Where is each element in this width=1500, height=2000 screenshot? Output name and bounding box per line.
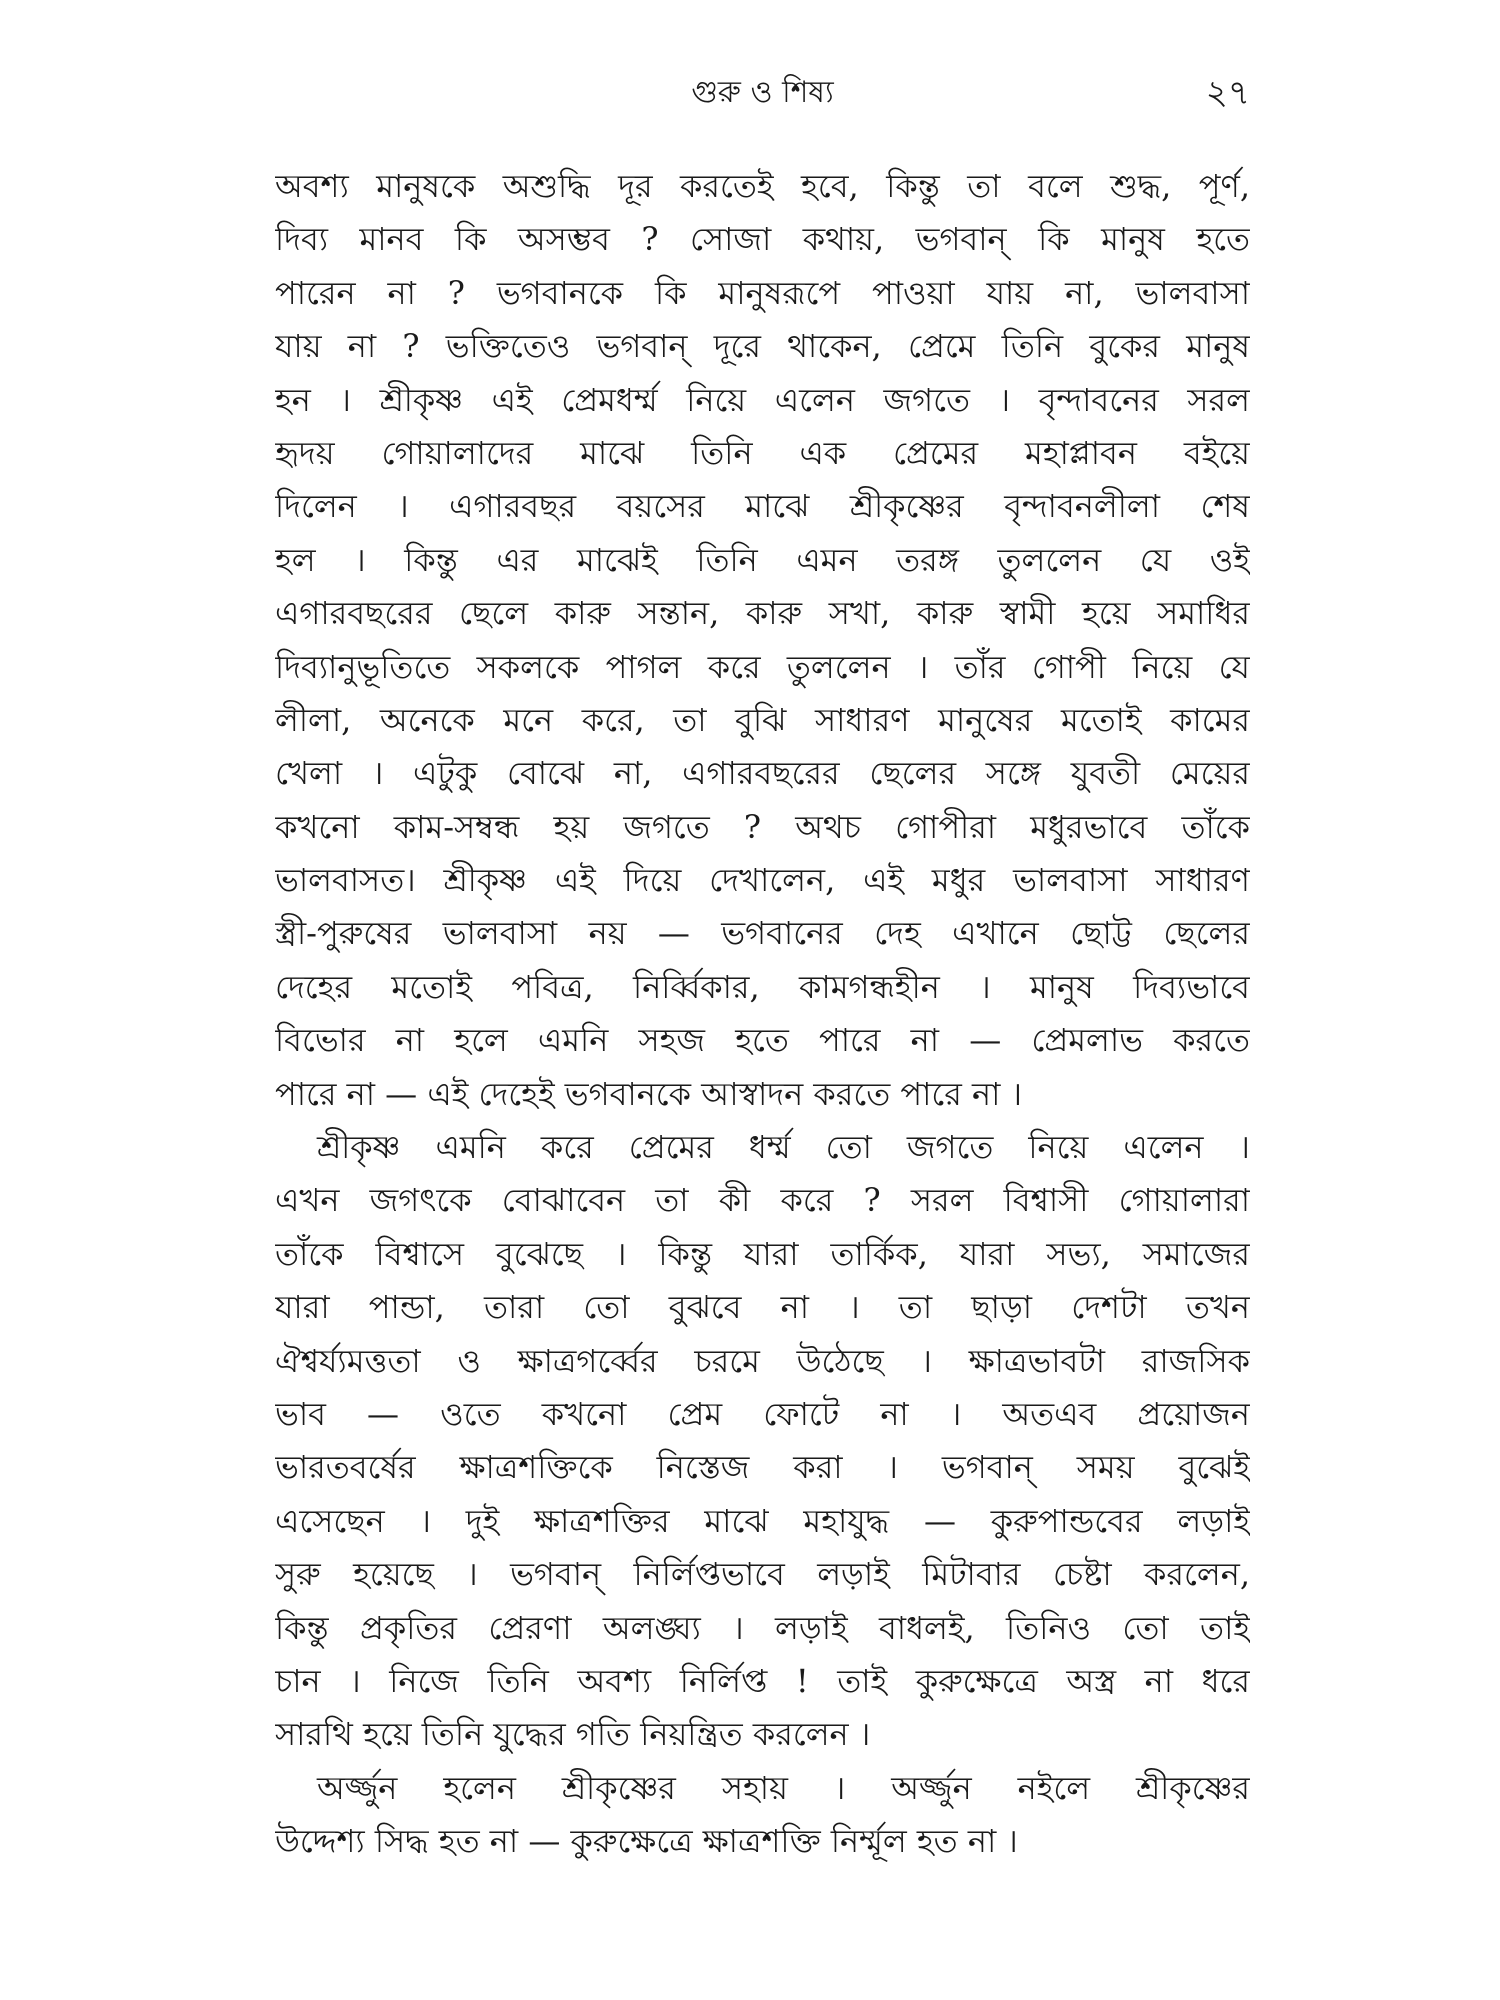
text-line: স্ত্রী-পুরুষের ভালবাসা নয় — ভগবানের দেহ এখানে ছোট্ট ছেলের [275, 914, 1250, 953]
running-header [275, 68, 1250, 118]
text-line: হন । শ্রীকৃষ্ণ এই প্রেমধর্ম্ম নিয়ে এলেন জগতে । বৃন্দাবনের সরল [275, 380, 1250, 419]
text-line: যারা পান্ডা, তারা তো বুঝবে না । তা ছাড়া দেশটা তখন [275, 1288, 1250, 1327]
text-line: খেলা । এটুকু বোঝে না, এগারবছরের ছেলের সঙ্গে যুবতী মেয়ের [275, 754, 1250, 793]
text-line: ভারতবর্ষের ক্ষাত্রশক্তিকে নিস্তেজ করা । ভগবান্ সময় বুঝেই [275, 1448, 1250, 1487]
text-line: দিব্যানুভূতিতে সকলকে পাগল করে তুললেন । তাঁর গোপী নিয়ে যে [275, 647, 1250, 686]
text-line: কিন্তু প্রকৃতির প্রেরণা অলঙ্ঘ্য । লড়াই বাধলই, তিনিও তো তাই [275, 1608, 1250, 1647]
text-line: উদ্দেশ্য সিদ্ধ হত না — কুরুক্ষেত্রে ক্ষাত্রশক্তি নির্ম্মূল হত না । [275, 1822, 1018, 1861]
text-line: ভালবাসত। শ্রীকৃষ্ণ এই দিয়ে দেখালেন, এই মধুর ভালবাসা সাধারণ [275, 861, 1250, 900]
text-line: এগারবছরের ছেলে কারু সন্তান, কারু সখা, কারু স্বামী হয়ে সমাধির [275, 594, 1250, 633]
text-line: সুরু হয়েছে । ভগবান্ নির্লিপ্তভাবে লড়াই মিটাবার চেষ্টা করলেন, [275, 1555, 1250, 1594]
text-line: অর্জ্জুন হলেন শ্রীকৃষ্ণের সহায় । অর্জ্জুন নইলে শ্রীকৃষ্ণের [317, 1768, 1250, 1807]
text-line: চান । নিজে তিনি অবশ্য নির্লিপ্ত ! তাই কুরুক্ষেত্রে অস্ত্র না ধরে [275, 1661, 1250, 1700]
text-line: ঐশ্বর্য্যমত্ততা ও ক্ষাত্রগর্ব্বের চরমে উঠেছে । ক্ষাত্রভাবটা রাজসিক [275, 1341, 1250, 1380]
text-line: পারে না — এই দেহেই ভগবানকে আস্বাদন করতে পারে না । [275, 1074, 1023, 1113]
paragraph [275, 1762, 1250, 1869]
text-line: বিভোর না হলে এমনি সহজ হতে পারে না — প্রেমলাভ করতে [275, 1021, 1250, 1060]
text-line: এখন জগৎকে বোঝাবেন তা কী করে ? সরল বিশ্বাসী গোয়ালারা [275, 1181, 1250, 1220]
text-line: লীলা, অনেকে মনে করে, তা বুঝি সাধারণ মানুষের মতোই কামের [275, 700, 1250, 739]
body-text [275, 160, 1250, 1869]
text-line: সারথি হয়ে তিনি যুদ্ধের গতি নিয়ন্ত্রিত করলেন । [275, 1715, 871, 1754]
text-line: যায় না ? ভক্তিতেও ভগবান্ দূরে থাকেন, প্রেমে তিনি বুকের মানুষ [275, 327, 1250, 366]
text-line: কখনো কাম-সম্বন্ধ হয় জগতে ? অথচ গোপীরা মধুরভাবে তাঁকে [275, 807, 1250, 846]
text-line: শ্রীকৃষ্ণ এমনি করে প্রেমের ধর্ম্ম তো জগতে নিয়ে এলেন । [317, 1128, 1250, 1167]
running-title: গুরু ও শিষ্য [691, 75, 834, 110]
text-line: দিলেন । এগারবছর বয়সের মাঝে শ্রীকৃষ্ণের বৃন্দাবনলীলা শেষ [275, 487, 1250, 526]
text-line: দেহের মতোই পবিত্র, নির্ব্বিকার, কামগন্ধহীন । মানুষ দিব্যভাবে [275, 967, 1250, 1006]
text-line: হৃদয় গোয়ালাদের মাঝে তিনি এক প্রেমের মহাপ্লাবন বইয়ে [275, 433, 1250, 472]
text-line: দিব্য মানব কি অসম্ভব ? সোজা কথায়, ভগবান্ কি মানুষ হতে [275, 220, 1250, 259]
text-line: অবশ্য মানুষকে অশুদ্ধি দূর করতেই হবে, কিন্তু তা বলে শুদ্ধ, পূর্ণ, [275, 167, 1250, 205]
page-number: ২৭ [1205, 73, 1250, 113]
text-line: ভাব — ওতে কখনো প্রেম ফোটে না । অতএব প্রয়োজন [275, 1394, 1250, 1433]
paragraph [275, 1121, 1250, 1762]
text-line: হল । কিন্তু এর মাঝেই তিনি এমন তরঙ্গ তুললেন যে ওই [275, 540, 1250, 579]
text-line: তাঁকে বিশ্বাসে বুঝেছে । কিন্তু যারা তার্কিক, যারা সভ্য, সমাজের [275, 1234, 1250, 1273]
text-line: পারেন না ? ভগবানকে কি মানুষরূপে পাওয়া যায় না, ভালবাসা [275, 273, 1250, 312]
paragraph [275, 160, 1250, 1121]
text-line: এসেছেন । দুই ক্ষাত্রশক্তির মাঝে মহাযুদ্ধ — কুরুপান্ডবের লড়াই [275, 1501, 1250, 1540]
